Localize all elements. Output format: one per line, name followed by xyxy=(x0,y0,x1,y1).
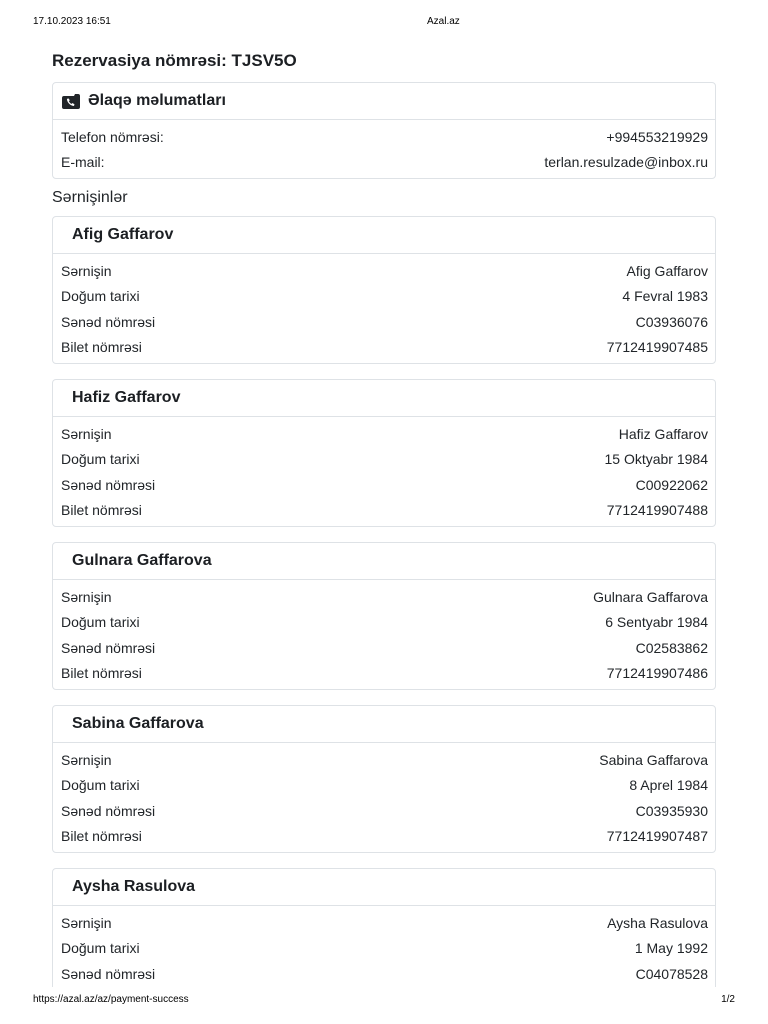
row-value: 7712419907486 xyxy=(606,665,708,682)
passenger-name-row xyxy=(61,910,708,936)
contact-phone-icon xyxy=(62,93,80,109)
passenger-details xyxy=(53,743,715,852)
row-value: 7712419907485 xyxy=(606,339,708,356)
contact-card-title: Əlaqə məlumatları xyxy=(88,92,226,109)
row-value: 1 May 1992 xyxy=(634,940,708,957)
page-content xyxy=(52,49,716,987)
passenger-card-title: Sabina Gaffarova xyxy=(72,715,204,732)
passenger-details xyxy=(53,906,715,987)
row-label: Sənəd nömrəsi xyxy=(61,313,156,330)
row-label: Doğum tarixi xyxy=(61,451,140,468)
passenger-card-title: Aysha Rasulova xyxy=(72,878,196,895)
document-number-row xyxy=(61,472,708,498)
ticket-number-row xyxy=(61,335,708,361)
row-label: Sərnişin xyxy=(61,262,112,279)
passenger-name-row xyxy=(61,584,708,610)
row-label: Sənəd nömrəsi xyxy=(61,965,156,982)
row-label: Doğum tarixi xyxy=(61,940,140,957)
row-value: C00922062 xyxy=(635,476,708,493)
print-footer-page-number: 1/2 xyxy=(721,994,735,1005)
row-value: C03936076 xyxy=(635,313,708,330)
row-label: Bilet nömrəsi xyxy=(61,339,142,356)
row-value: 7712419907487 xyxy=(606,828,708,845)
passenger-card-header xyxy=(53,380,715,417)
row-label: Sərnişin xyxy=(61,914,112,931)
passenger-name-row xyxy=(61,747,708,773)
row-label: Doğum tarixi xyxy=(61,777,140,794)
passenger-card-title: Gulnara Gaffarova xyxy=(72,552,212,569)
contact-details xyxy=(53,120,715,178)
row-value: 6 Sentyabr 1984 xyxy=(605,614,708,631)
phone-row xyxy=(61,124,708,150)
row-label: Sənəd nömrəsi xyxy=(61,476,156,493)
passenger-details xyxy=(53,580,715,689)
email-row xyxy=(61,150,708,176)
document-number-row xyxy=(61,798,708,824)
page-title: Rezervasiya nömrəsi: TJSV5O xyxy=(52,51,297,70)
row-value: Sabina Gaffarova xyxy=(599,751,708,768)
passenger-card xyxy=(52,868,716,987)
row-label: E-mail: xyxy=(61,154,105,171)
passenger-card-title: Afig Gaffarov xyxy=(72,226,174,243)
row-value: C04078528 xyxy=(635,965,708,982)
contact-card-header xyxy=(53,83,715,120)
passenger-card xyxy=(52,542,716,690)
ticket-number-row xyxy=(61,661,708,687)
passenger-card xyxy=(52,379,716,527)
passengers-heading: Sərnişinlər xyxy=(52,189,128,206)
document-number-row xyxy=(61,309,708,335)
row-label: Doğum tarixi xyxy=(61,614,140,631)
row-label: Bilet nömrəsi xyxy=(61,502,142,519)
row-label: Sənəd nömrəsi xyxy=(61,802,156,819)
row-value: C02583862 xyxy=(635,639,708,656)
row-label: Bilet nömrəsi xyxy=(61,828,142,845)
row-value: 4 Fevral 1983 xyxy=(622,288,708,305)
passenger-details xyxy=(53,417,715,526)
birth-date-row xyxy=(61,773,708,799)
ticket-number-row xyxy=(61,824,708,850)
passenger-name-row xyxy=(61,258,708,284)
print-header-site: Azal.az xyxy=(427,16,460,27)
passenger-details xyxy=(53,254,715,363)
row-label: Sərnişin xyxy=(61,425,112,442)
passenger-card-header xyxy=(53,217,715,254)
row-value: C03935930 xyxy=(635,802,708,819)
row-label: Telefon nömrəsi: xyxy=(61,128,164,145)
passenger-card-header xyxy=(53,543,715,580)
row-value: 15 Oktyabr 1984 xyxy=(604,451,708,468)
contact-card xyxy=(52,82,716,179)
passenger-card xyxy=(52,216,716,364)
row-value: Hafiz Gaffarov xyxy=(618,425,708,442)
document-number-row xyxy=(61,961,708,987)
passenger-card xyxy=(52,705,716,853)
passenger-card-header xyxy=(53,869,715,906)
row-label: Bilet nömrəsi xyxy=(61,665,142,682)
document-number-row xyxy=(61,635,708,661)
passenger-card-title: Hafiz Gaffarov xyxy=(72,389,181,406)
row-label: Doğum tarixi xyxy=(61,288,140,305)
row-value: 7712419907488 xyxy=(606,502,708,519)
row-value: Afig Gaffarov xyxy=(626,262,708,279)
passenger-card-header xyxy=(53,706,715,743)
birth-date-row xyxy=(61,284,708,310)
print-header-datetime: 17.10.2023 16:51 xyxy=(33,16,111,27)
print-footer-url: https://azal.az/az/payment-success xyxy=(33,994,189,1005)
row-value: 8 Aprel 1984 xyxy=(629,777,708,794)
birth-date-row xyxy=(61,936,708,962)
passenger-name-row xyxy=(61,421,708,447)
row-label: Sərnişin xyxy=(61,588,112,605)
row-value: +994553219929 xyxy=(606,128,708,145)
birth-date-row xyxy=(61,447,708,473)
birth-date-row xyxy=(61,610,708,636)
row-value: Aysha Rasulova xyxy=(607,914,708,931)
ticket-number-row xyxy=(61,498,708,524)
row-value: terlan.resulzade@inbox.ru xyxy=(544,154,708,171)
row-label: Sənəd nömrəsi xyxy=(61,639,156,656)
row-value: Gulnara Gaffarova xyxy=(593,588,708,605)
row-label: Sərnişin xyxy=(61,751,112,768)
